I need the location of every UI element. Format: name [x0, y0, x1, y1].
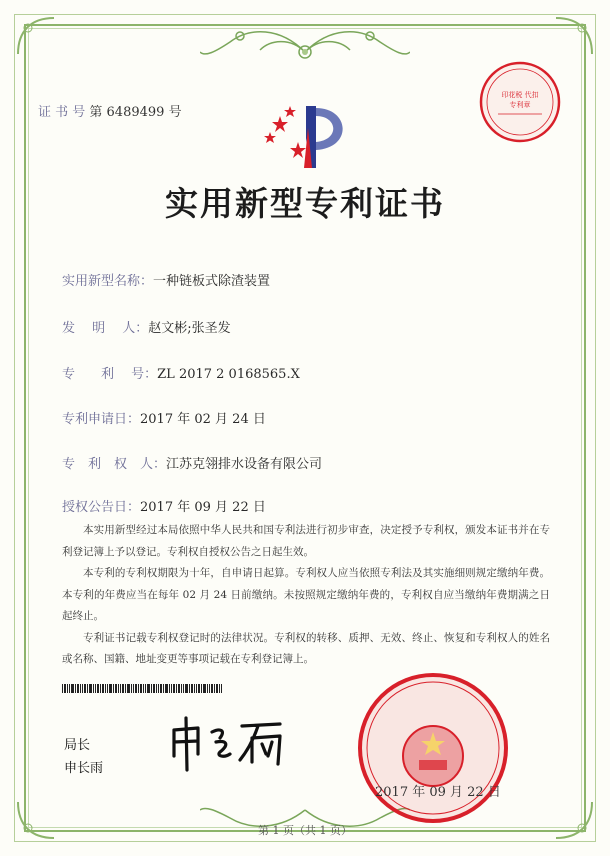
field-value: 赵文彬;张圣发 — [148, 321, 231, 336]
field-value: 2017 年 09 月 22 日 — [140, 500, 266, 515]
patent-office-logo-icon — [258, 98, 358, 178]
director-title: 局长 — [64, 738, 91, 753]
field-label: 专利申请日： — [62, 412, 141, 427]
corner-ornament-tr — [554, 16, 594, 56]
handwritten-signature — [168, 716, 298, 774]
corner-ornament-tl — [16, 16, 56, 56]
certificate-number — [38, 101, 182, 120]
seal-date: 2017 年 09 月 22 日 — [375, 785, 501, 800]
certificate-number-label: 证 书 号 — [38, 105, 86, 120]
barcode — [62, 684, 222, 693]
top-ornament — [200, 22, 410, 72]
body-paragraph: 本实用新型经过本局依照中华人民共和国专利法进行初步审查，决定授予专利权，颁发本证书并在专利登记簿上予以登记。专利权自授权公告之日起生效。 — [62, 524, 550, 558]
body-paragraph: 本专利的专利权期限为十年，自申请日起算。专利权人应当依照专利法及其实施细则规定缴纳年费。本专利的年费应当在每年 02 月 24 日前缴纳。未按照规定缴纳年费的，专利权自应当缴纳年费期满之日起终止。 — [62, 567, 550, 622]
field-application-date — [62, 408, 266, 427]
field-label: 发 明 人： — [62, 321, 149, 336]
field-utility-model-name — [62, 270, 270, 289]
field-label: 专 利 权 人： — [62, 457, 167, 472]
page-title: 实用新型专利证书 — [165, 184, 445, 223]
field-grant-date — [62, 496, 266, 515]
field-value: 2017 年 02 月 24 日 — [140, 412, 266, 427]
field-value: ZL 2017 2 0168565.X — [157, 367, 300, 382]
stamp-tax-seal-inner-text: 印花税 代扣专利章 — [501, 91, 539, 109]
page-number: 第 1 页（共 1 页） — [258, 824, 352, 837]
field-label: 专 利 号： — [62, 367, 158, 382]
field-patentee — [62, 453, 322, 472]
certificate-body — [62, 520, 550, 671]
field-label: 授权公告日： — [62, 500, 141, 515]
field-label: 实用新型名称： — [62, 274, 154, 289]
certificate-number-value: 第 6489499 号 — [89, 105, 182, 120]
national-ipa-seal — [357, 672, 509, 824]
director-name: 申长雨 — [64, 761, 104, 776]
field-patent-number — [62, 363, 300, 382]
field-value: 江苏克翎排水设备有限公司 — [166, 457, 323, 472]
field-inventor — [62, 317, 231, 336]
body-paragraph: 专利证书记载专利权登记时的法律状况。专利权的转移、质押、无效、终止、恢复和专利权人的姓名或名称、国籍、地址变更等事项记载在专利登记簿上。 — [62, 631, 550, 665]
field-value: 一种链板式除渣装置 — [153, 274, 271, 289]
stamp-tax-seal — [478, 60, 562, 144]
